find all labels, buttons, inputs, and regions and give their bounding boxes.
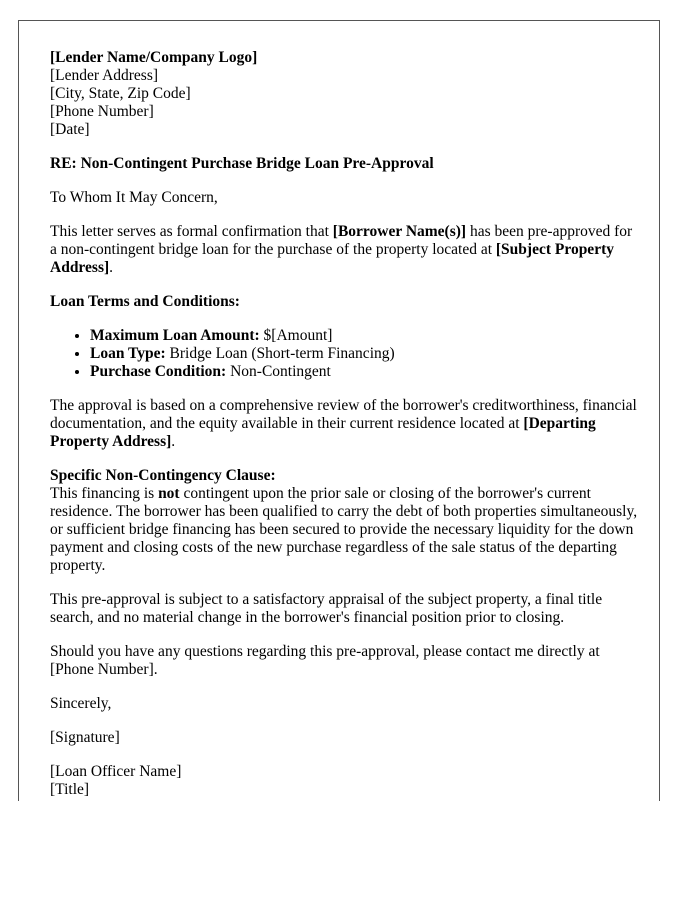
term-label: Loan Type: — [90, 345, 166, 362]
term-value: Non-Contingent — [226, 363, 331, 380]
borrower-name: [Borrower Name(s)] — [332, 223, 467, 240]
subject-property-address: [Subject Property Address] — [50, 241, 614, 276]
terms-list — [50, 327, 640, 381]
list-item — [90, 327, 640, 345]
letter-date: [Date] — [50, 121, 90, 138]
departing-property-address: [Departing Property Address] — [50, 415, 596, 450]
closing: Sincerely, — [50, 695, 112, 712]
intro-text-1: This letter serves as formal confirmation that — [50, 223, 333, 240]
intro-text-3: . — [109, 259, 114, 276]
list-item — [90, 345, 640, 363]
clause-not: not — [158, 485, 180, 502]
salutation: To Whom It May Concern, — [50, 189, 218, 206]
letter-page — [18, 20, 660, 801]
term-label: Purchase Condition: — [90, 363, 227, 380]
signature-block — [50, 763, 640, 799]
letterhead — [50, 49, 640, 139]
officer-name: [Loan Officer Name] — [50, 763, 182, 780]
clause-text-1: This financing is — [50, 485, 159, 502]
term-value: Bridge Loan (Short-term Financing) — [165, 345, 395, 362]
lender-name: [Lender Name/Company Logo] — [50, 49, 258, 66]
term-value: $[Amount] — [259, 327, 333, 344]
approval-text-1: The approval is based on a comprehensive review of the borrower's creditworthiness, financial documentation, and the equity available in their current residence located at — [50, 397, 637, 432]
non-contingency-clause — [50, 467, 640, 575]
lender-address: [Lender Address] — [50, 67, 159, 84]
clause-paragraph — [50, 485, 640, 575]
conditions-paragraph: This pre-approval is subject to a satisfactory appraisal of the subject property, a final title search, and no material change in the borrower's financial position prior to closing. — [50, 591, 603, 626]
approval-text-2: . — [171, 433, 176, 450]
intro-text-2: has been pre-approved for a non-contingent bridge loan for the purchase of the property located at — [50, 223, 633, 258]
terms-heading: Loan Terms and Conditions: — [50, 293, 240, 310]
letter-content — [50, 49, 640, 799]
approval-paragraph — [50, 397, 640, 451]
lender-phone: [Phone Number] — [50, 103, 154, 120]
signature: [Signature] — [50, 729, 120, 746]
intro-paragraph — [50, 223, 640, 277]
list-item — [90, 363, 640, 381]
lender-city-state-zip: [City, State, Zip Code] — [50, 85, 191, 102]
term-label: Maximum Loan Amount: — [90, 327, 260, 344]
clause-heading: Specific Non-Contingency Clause: — [50, 467, 276, 484]
clause-text-2: contingent upon the prior sale or closing of the borrower's current residence. The borrower has been qualified to carry the debt of both properties simultaneously, or sufficient bridge financing has been secured to provide the necessary liquidity for the down payment and closing costs of the new purchase regardless of the sale status of the departing property. — [50, 485, 638, 574]
officer-title: [Title] — [50, 781, 90, 798]
subject-line: RE: Non-Contingent Purchase Bridge Loan Pre-Approval — [50, 155, 434, 172]
contact-paragraph: Should you have any questions regarding this pre-approval, please contact me directly at [Phone Number]. — [50, 643, 600, 678]
